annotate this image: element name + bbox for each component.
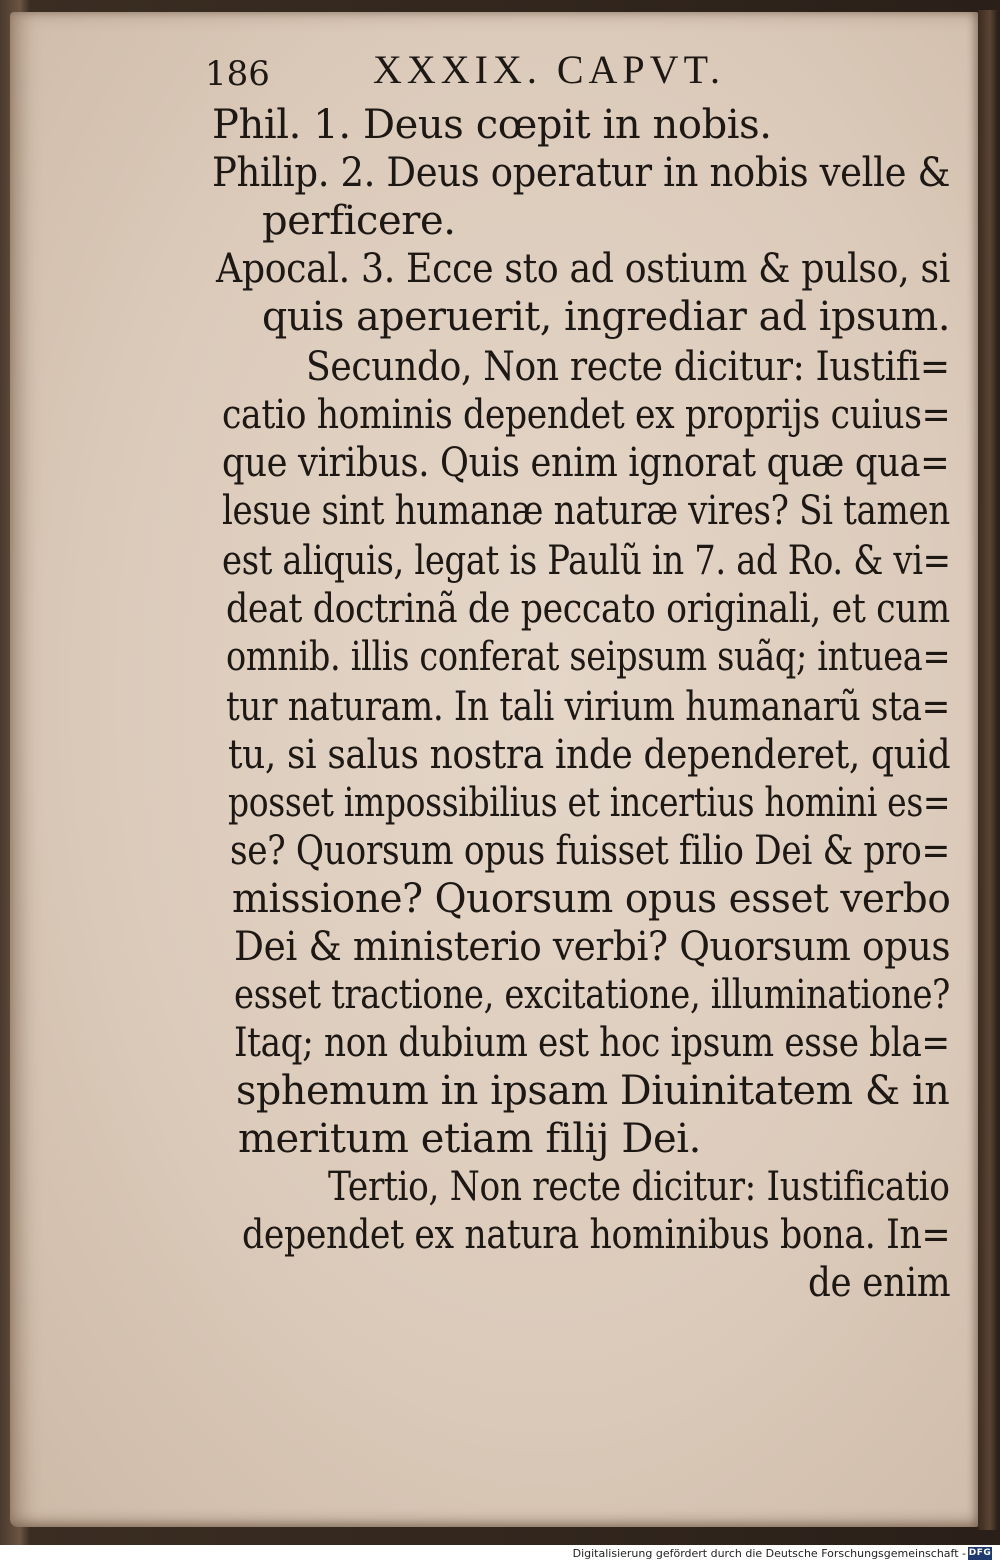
running-head [205,46,805,96]
text-line: Dei & ministerio verbi? Quorsum opus [234,924,951,970]
text-line: Secundo, Non recte dicitur: Iustifi= [306,344,950,390]
text-line: Philip. 2. Deus operatur in nobis velle & [212,150,951,196]
text-line: lesue sint humanæ naturæ vires? Si tamen [222,488,950,534]
text-line: esset tractione, excitatione, illuminatione? [234,972,950,1018]
text-line: deat doctrinã de peccato originali, et cum [226,586,950,632]
text-line: meritum etiam filij Dei. [238,1116,701,1162]
text-line: missione? Quorsum opus esset verbo [232,876,951,922]
page-edge [978,10,998,1530]
text-line: tur naturam. In tali virium humanarũ sta= [226,684,950,730]
text-line: Phil. 1. Deus cœpit in nobis. [212,102,772,148]
text-line: Itaq; non dubium est hoc ipsum esse bla= [234,1020,950,1066]
catchword: de enim [808,1260,951,1306]
text-line: perficere. [262,198,456,244]
text-line: Tertio, Non recte dicitur: Iustificatio [328,1164,950,1210]
text-line: est aliquis, legat is Paulũ in 7. ad Ro. & vi= [222,538,951,584]
text-line: Apocal. 3. Ecce sto ad ostium & pulso, si [216,246,950,292]
text-line: se? Quorsum opus fuisset filio Dei & pro= [230,828,950,874]
chapter-heading: XXXIX. CAPVT. [373,47,726,92]
dfg-logo: DFG [968,1548,992,1558]
text-line: dependet ex natura hominibus bona. In= [242,1212,951,1258]
page-number: 186 [205,54,270,94]
text-line: posset impossibilius et incertius homini es= [228,780,951,826]
text-line: quis aperuerit, ingrediar ad ipsum. [262,294,950,340]
text-line: tu, si salus nostra inde dependeret, quid [228,732,951,778]
text-line: sphemum in ipsam Diuinitatem & in [236,1068,950,1114]
digitization-credit: Digitalisierung gefördert durch die Deutsche Forschungsgemeinschaft - [572,1547,966,1560]
text-line: catio hominis dependet ex proprijs cuius= [222,392,951,438]
text-line: que viribus. Quis enim ignorat quæ qua= [222,440,950,486]
text-line: omnib. illis conferat seipsum suãq; intuea= [226,634,951,680]
